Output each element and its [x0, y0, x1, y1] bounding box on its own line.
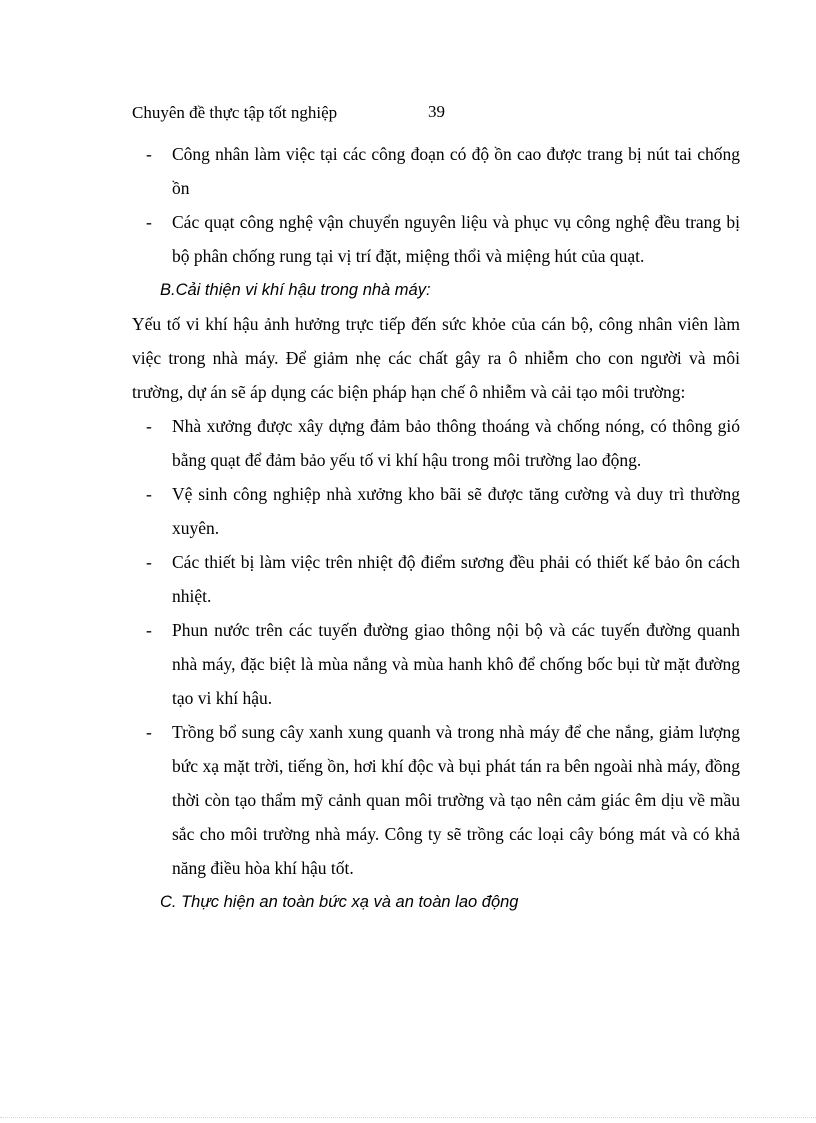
bullet-text: Các thiết bị làm việc trên nhiệt độ điểm sương đều phải có thiết kế bảo ôn cách nhiệt.	[172, 552, 740, 606]
bullet-dash: -	[146, 620, 152, 640]
section-b-paragraph: Yếu tố vi khí hậu ảnh hưởng trực tiếp đến sức khỏe của cán bộ, công nhân viên làm việc trong nhà máy. Để giảm nhẹ các chất gây ra ô nhiễm cho con người và môi trường, dự án sẽ áp dụng các biện pháp hạn chế ô nhiễm và cải tạo môi trường:	[132, 314, 740, 402]
bullet-dash: -	[146, 416, 152, 436]
bullet-item	[132, 409, 740, 477]
bullet-item	[132, 137, 740, 205]
bullet-item	[132, 545, 740, 613]
bullet-dash: -	[146, 552, 152, 572]
section-c-heading: C. Thực hiện an toàn bức xạ và an toàn lao động	[160, 893, 519, 911]
bullet-dash: -	[146, 722, 152, 742]
bullet-dash: -	[146, 212, 152, 232]
bullet-item	[132, 613, 740, 715]
page-number: 39	[428, 102, 445, 121]
document-body	[132, 137, 740, 919]
bullet-text: Nhà xưởng được xây dựng đảm bảo thông thoáng và chống nóng, có thông gió bằng quạt để đảm bảo yếu tố vi khí hậu trong môi trường lao động.	[172, 416, 740, 470]
page-bottom-divider	[0, 1117, 816, 1118]
bullet-item	[132, 715, 740, 885]
bullet-dash: -	[146, 144, 152, 164]
bullet-item	[132, 477, 740, 545]
section-b-heading: B.Cải thiện vi khí hậu trong nhà máy:	[160, 281, 431, 299]
bullet-text: Phun nước trên các tuyến đường giao thông nội bộ và các tuyến đường quanh nhà máy, đặc biệt là mùa nắng và mùa hanh khô để chống bốc bụi từ mặt đường tạo vi khí hậu.	[172, 620, 740, 708]
bullet-text: Công nhân làm việc tại các công đoạn có độ ồn cao được trang bị nút tai chống ồn	[172, 144, 740, 198]
bullet-dash: -	[146, 484, 152, 504]
bullet-item	[132, 205, 740, 273]
bullet-text: Vệ sinh công nghiệp nhà xưởng kho bãi sẽ được tăng cường và duy trì thường xuyên.	[172, 484, 740, 538]
bullet-text: Trồng bổ sung cây xanh xung quanh và trong nhà máy để che nắng, giảm lượng bức xạ mặt trời, tiếng ồn, hơi khí độc và bụi phát tán ra bên ngoài nhà máy, đồng thời còn tạo thẩm mỹ cảnh quan môi trường và tạo nên cảm giác êm dịu về mầu sắc cho môi trường nhà máy. Công ty sẽ trồng các loại cây bóng mát và có khả năng điều hòa khí hậu tốt.	[172, 722, 740, 878]
document-header-title: Chuyên đề thực tập tốt nghiệp	[132, 103, 338, 122]
bullet-text: Các quạt công nghệ vận chuyển nguyên liệu và phục vụ công nghệ đều trang bị bộ phân chống rung tại vị trí đặt, miệng thổi và miệng hút của quạt.	[172, 212, 740, 266]
